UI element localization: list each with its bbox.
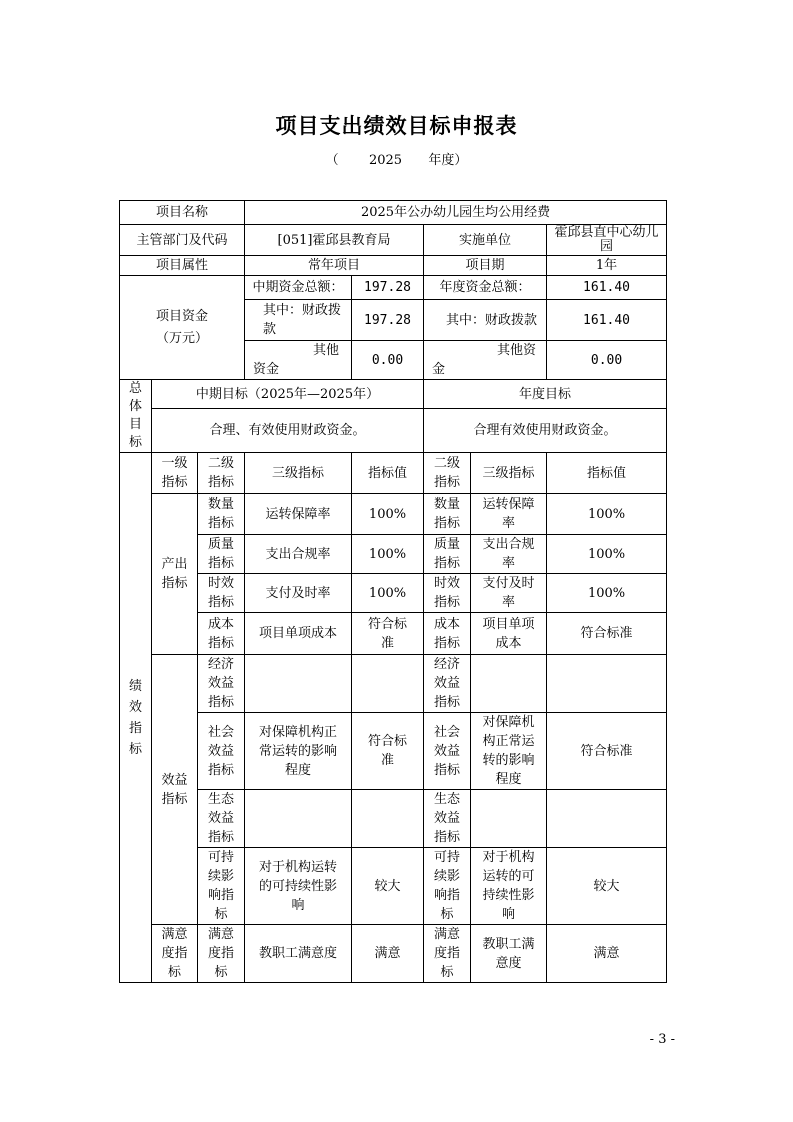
valueb-cell: 满意 [547,925,667,983]
year-other-label: 其他资 金 [424,341,547,380]
satisfaction-indicator-label: 满意度指标 [152,925,198,983]
lv2b-cell: 经济效益指标 [434,657,461,710]
perf-indicator-label: 绩效指标 [120,453,152,983]
lv2-cell: 生态效益指标 [207,792,234,845]
valueb-cell: 100% [547,535,667,574]
report-year [0,149,793,168]
lv2-cell: 数量指标 [207,497,234,531]
table-row [120,494,667,535]
mid-fiscal-value: 197.28 [352,300,424,341]
benefit-indicator-label: 效益指标 [152,655,198,925]
value-header: 指标值 [352,453,424,494]
dept-value: [051]霍邱县教育局 [245,225,424,256]
lv3b-cell [471,790,547,848]
lv2b-cell: 社会效益指标 [434,724,461,778]
lv2-cell: 成本指标 [207,616,234,651]
lv2b-cell: 数量指标 [434,497,461,531]
lv2b-cell: 质量指标 [434,537,461,571]
lv3b-cell: 项目单项成本 [482,616,535,651]
attr-label: 项目属性 [120,256,245,276]
lv2-cell: 质量指标 [207,537,234,571]
value-cell: 符合标准 [368,616,408,651]
page-title: 项目支出绩效目标申报表 [275,114,518,138]
lv3b-cell [471,655,547,713]
lv3b-cell: 支付及时率 [482,576,535,610]
lv2b-cell: 成本指标 [434,616,461,651]
table-row [120,848,667,925]
lv2b-header: 二级指标 [424,453,471,494]
value-cell: 较大 [352,848,424,925]
performance-goal-table [119,200,667,983]
lv2-cell: 时效指标 [207,576,234,610]
table-row [120,535,667,574]
table-row [120,613,667,655]
valueb-cell: 100% [547,494,667,535]
lv3-cell: 教职工满意度 [245,925,352,983]
lv3-header: 三级指标 [245,453,352,494]
dept-label: 主管部门及代码 [120,225,245,256]
period-label: 项目期 [424,256,547,276]
mid-fiscal-label: 其中：财政拨款 [245,300,352,341]
lv2-cell: 经济效益指标 [207,657,234,710]
valueb-cell: 符合标准 [547,713,667,790]
lv3-cell: 对于机构运转的可持续性影响 [259,859,338,913]
lv2-cell: 满意度指标 [207,927,234,980]
table-row [120,790,667,848]
lv3b-cell: 教职工满意度 [482,936,535,971]
valueb-cell [547,655,667,713]
lv3-cell: 支付及时率 [245,574,352,613]
table-row [120,655,667,713]
year-goal-header: 年度目标 [424,380,667,409]
lv3b-cell: 支出合规率 [482,537,535,571]
lv3b-header: 三级指标 [471,453,547,494]
value-cell [352,655,424,713]
page-number: - 3 - [649,1032,675,1047]
lv2-cell: 可持续影响指标 [207,850,234,922]
mid-total-value: 197.28 [352,276,424,300]
attr-value: 常年项目 [245,256,424,276]
lv2-cell: 社会效益指标 [207,724,234,778]
funds-label: 项目资金（万元） [120,276,245,380]
year-other-value: 0.00 [547,341,667,380]
valueb-cell: 100% [547,574,667,613]
lv2b-cell: 时效指标 [434,576,461,610]
impl-unit-label: 实施单位 [424,225,547,256]
lv3-cell: 运转保障率 [245,494,352,535]
period-value: 1年 [547,256,667,276]
lv3-cell [245,655,352,713]
valueb-cell [547,790,667,848]
output-indicator-label: 产出指标 [152,494,198,655]
table-row [120,574,667,613]
project-name-value: 2025年公办幼儿园生均公用经费 [245,201,667,225]
value-cell: 100% [352,535,424,574]
lv3-cell: 项目单项成本 [245,613,352,655]
year-total-label: 年度资金总额： [424,276,547,300]
year-open-paren: （ [325,153,339,168]
impl-unit-value: 霍邱县直中心幼儿园 [547,225,667,256]
valueb-cell: 较大 [547,848,667,925]
value-cell: 满意 [352,925,424,983]
lv2b-cell: 可持续影响指标 [434,850,461,922]
mid-total-label: 中期资金总额： [245,276,352,300]
value-cell [352,790,424,848]
lv3-cell [245,790,352,848]
mid-goal-text: 合理、有效使用财政资金。 [152,409,424,453]
valueb-header: 指标值 [547,453,667,494]
year-unit: 年度） [428,153,468,168]
lv1-header: 一级指标 [152,453,198,494]
value-cell: 100% [352,574,424,613]
lv3-cell: 对保障机构正常运转的影响程度 [259,724,338,778]
lv2b-cell: 生态效益指标 [434,792,461,845]
year-fiscal-value: 161.40 [547,300,667,341]
mid-other-label: 其他 资金 [245,341,352,380]
value-cell: 100% [352,494,424,535]
year-goal-text: 合理有效使用财政资金。 [424,409,667,453]
year-fiscal-label: 其中：财政拨款 [424,300,547,341]
table-row [120,925,667,983]
year-value: 2025 [368,153,403,168]
year-total-value: 161.40 [547,276,667,300]
table-row [120,713,667,790]
lv2b-cell: 满意度指标 [434,927,461,980]
mid-other-value: 0.00 [352,341,424,380]
lv3-cell: 支出合规率 [245,535,352,574]
mid-goal-header: 中期目标（2025年—2025年） [152,380,424,409]
valueb-cell: 符合标准 [547,613,667,655]
lv2-header: 二级指标 [198,453,245,494]
overall-goal-label: 总体目标 [120,380,152,453]
lv3b-cell: 运转保障率 [482,497,535,531]
value-cell: 符合标准 [368,734,408,768]
project-name-label: 项目名称 [120,201,245,225]
lv3b-cell: 对于机构运转的可持续性影响 [482,850,535,922]
lv3b-cell: 对保障机构正常运转的影响程度 [482,715,535,787]
